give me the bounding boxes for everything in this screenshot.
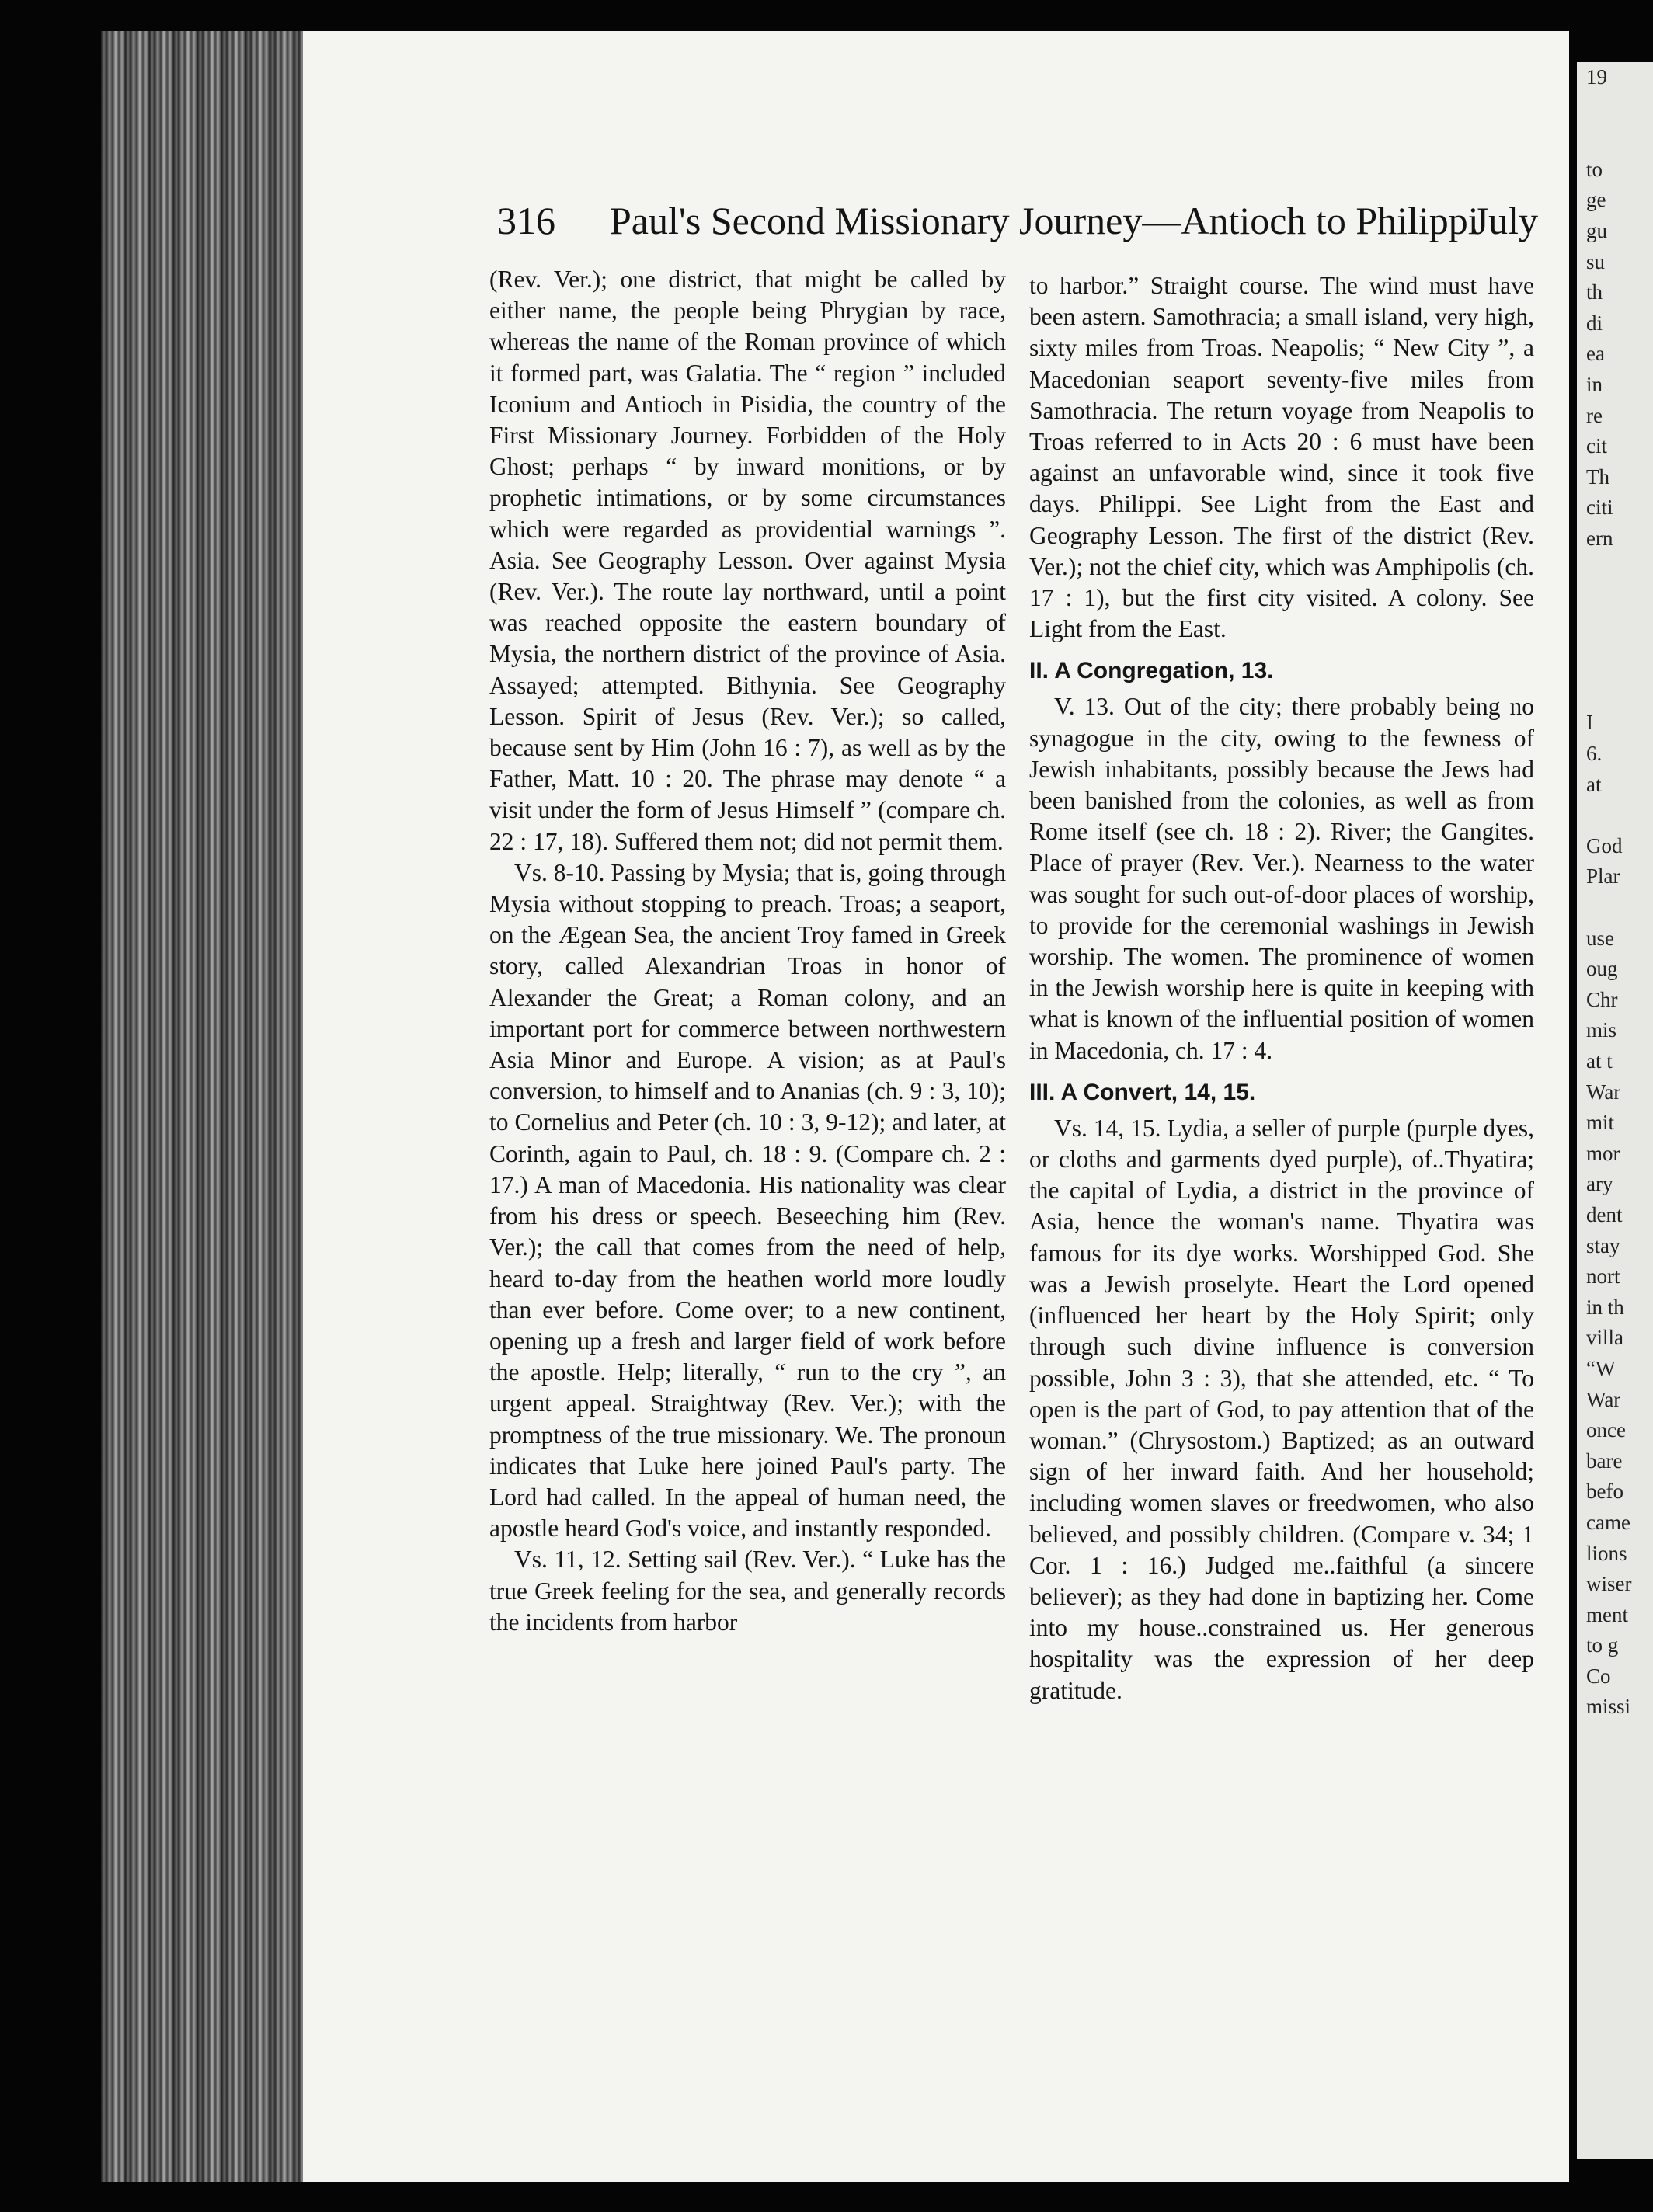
book-page-edges [101,31,303,2182]
paragraph: to harbor.” Straight course. The wind must have been astern. Samothracia; a small island, very high, sixty miles from Troas. Neapolis; “ New City ”, a Macedonian seaport seventy-five miles from Samothracia. The return voyage from Neapolis to Troas referred to in Acts 20 : 6 must have been against an unfavorable wind, since it took five days. Philippi. See Light from the East and Geography Lesson. The first of the district (Rev. Ver.); not the chief city, which was Amphipolis (ch. 17 : 1), but the first city visited. A colony. See Light from the East. [1029,272,1534,643]
left-column [489,264,1006,1638]
paragraph: Vs. 11, 12. Setting sail (Rev. Ver.). “ Luke has the true Greek feeling for the sea, and generally records the incidents from harbor [489,1546,1006,1636]
header-month: July [1473,199,1538,242]
facing-page [1577,62,1653,2159]
paragraph: Vs. 8-10. Passing by Mysia; that is, going through Mysia without stopping to preach. Troas; a seaport, on the Ægean Sea, the ancient Troy famed in Greek story, called Alexandrian Troas in honor of Alexander the Great; a Roman colony, and an important port for commerce between northwestern Asia Minor and Europe. A vision; as at Paul's conversion, to himself and to Ananias (ch. 9 : 3, 10); to Cornelius and Peter (ch. 10 : 3, 9-12); and later, at Corinth, again to Paul, ch. 18 : 9. (Compare ch. 2 : 17.) A man of Macedonia. His nationality was clear from his dress or speech. Beseeching him (Rev. Ver.); the call that comes from the need of help, heard to-day from the heathen world more loudly than ever before. Come over; to a new continent, opening up a fresh and larger field of work before the apostle. Help; literally, “ run to the cry ”, an urgent appeal. Straightway (Rev. Ver.); with the promptness of the true missionary. We. The pronoun indicates that Luke here joined Paul's party. The Lord had called. In the appeal of human need, the apostle heard God's voice, and instantly responded. [489,858,1006,1542]
paragraph: V. 13. Out of the city; there probably being no synagogue in the city, owing to the fewness of Jewish inhabitants, possibly because the Jews had been banished from the colonies, as well as from Rome itself (see ch. 18 : 2). River; the Gangites. Place of prayer (Rev. Ver.). Nearness to the water was sought for such out-of-door places of worship, to provide for the ceremonial washings in Jewish worship. The women. The prominence of women in the Jewish worship here is quite in keeping with what is known of the influential position of women in Macedonia, ch. 17 : 4. [1029,693,1534,1064]
paragraph: (Rev. Ver.); one district, that might be called by either name, the people being Phrygian by race, whereas the name of the Roman province of which it formed part, was Galatia. The “ region ” included Iconium and Antioch in Pisidia, the country of the First Missionary Journey. Forbidden of the Holy Ghost; perhaps “ by inward monitions, or by prophetic intimations, or by some circumstances which were regarded as providential warnings ”. Asia. See Geography Lesson. Over against Mysia (Rev. Ver.). The route lay northward, until a point was reached opposite the eastern boundary of Mysia, the northern district of the province of Asia. Assayed; attempted. Bithynia. See Geography Lesson. Spirit of Jesus (Rev. Ver.); so called, because sent by Him (John 16 : 7), as well as by the Father, Matt. 10 : 20. The phrase may denote “ a visit under the form of Jesus Himself ” (compare ch. 22 : 17, 18). Suffered them not; did not permit them. [489,266,1006,855]
page-title: Paul's Second Missionary Journey—Antioch to Philippi [610,199,1479,242]
right-column [1029,270,1534,1706]
paragraph: Vs. 14, 15. Lydia, a seller of purple (purple dyes, or cloths and garments dyed purple), of..Thyatira; the capital of Lydia, a district in the province of Asia, hence the woman's name. Thyatira was famous for its dye works. Worshipped God. She was a Jewish proselyte. Heart the Lord opened (influenced her heart by the Holy Spirit; only through such divine influence is conversion possible, John 3 : 3), that she attended, etc. “ To open is the part of God, to pay attention that of the woman.” (Chrysostom.) Baptized; as an outward sign of her inward faith. And her household; including women slaves or freedwomen, who also believed, and possibly children. (Compare v. 34; 1 Cor. 1 : 16.) Judged me..faithful (a sincere believer); as they had done in baptizing her. Come into my house..constrained us. Her generous hospitality was the expression of her deep gratitude. [1029,1114,1534,1704]
facing-page-fragments: 19 to ge gu su th di ea in re cit Th citi ern I 6. at God Plar use oug Chr mis at t War mit mor ary dent stay nort in th villa “W War once bare befo came lions wiser ment to g Co missi [1586,65,1632,1719]
section-heading: III. A Convert, 14, 15. [1029,1079,1256,1105]
page-number: 316 [497,199,555,242]
running-header [497,198,1538,252]
section-heading: II. A Congregation, 13. [1029,658,1274,684]
